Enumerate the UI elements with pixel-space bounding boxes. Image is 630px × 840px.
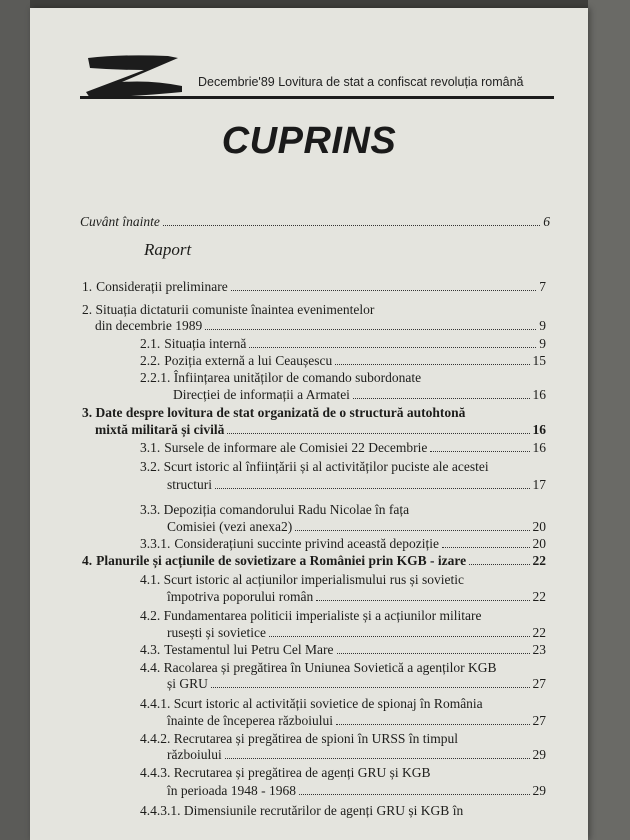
toc-entry-number: 3.2. [140, 459, 161, 474]
toc-entry-label: Fundamentarea politicii imperialiste și a acțiunilor militare [163, 608, 482, 623]
toc-entry-number: 4.4.2. [140, 731, 171, 746]
toc-page-number: 20 [532, 519, 546, 534]
toc-entry-label-cont: războiului [167, 747, 222, 762]
dot-leader [225, 758, 530, 759]
publisher-z-logo [82, 52, 186, 102]
toc-entry[interactable] [167, 713, 546, 729]
toc-page-number: 7 [539, 279, 546, 294]
toc-entry[interactable] [167, 783, 546, 799]
toc-entry[interactable] [80, 214, 550, 230]
toc-entry-number: 4.4. [140, 660, 161, 675]
toc-entry-label-cont: și GRU [167, 676, 208, 691]
dot-leader [215, 488, 530, 489]
toc-entry-number: 4. [82, 553, 93, 568]
toc-entry[interactable] [82, 279, 546, 295]
toc-entry-label: Planurile și acțiunile de sovietizare a României prin KGB - izare [96, 553, 467, 568]
toc-entry-label: Scurt istoric al activității sovietice de spionaj în România [173, 696, 483, 711]
toc-entry-number: 4.3. [140, 642, 161, 657]
toc-entry-label-cont: împotriva poporului român [167, 589, 314, 604]
toc-entry-number: 3.3. [140, 502, 161, 517]
toc-page-number: 16 [532, 387, 546, 402]
toc-entry[interactable] [140, 440, 546, 456]
toc-entry-label: Situația internă [164, 336, 247, 351]
toc-entry-line [140, 731, 458, 747]
toc-entry-number: 4.4.1. [140, 696, 171, 711]
header-rule [80, 96, 554, 99]
toc-entry[interactable] [167, 589, 546, 605]
toc-page-number: 9 [539, 336, 546, 351]
toc-entry[interactable] [167, 747, 546, 763]
toc-page-number: 22 [532, 625, 546, 640]
toc-entry-number: 2. [82, 302, 93, 317]
page-top-edge [30, 0, 588, 8]
toc-entry-line [140, 572, 464, 588]
toc-page-number: 23 [532, 642, 546, 657]
toc-entry-label: Înființarea unităților de comando subordonate [173, 370, 422, 385]
section-heading: Raport [144, 240, 192, 259]
toc-entry-line [140, 765, 431, 781]
dot-leader [430, 451, 529, 452]
toc-entry-label-cont: mixtă militară și civilă [95, 422, 225, 437]
toc-entry-label-cont: structuri [167, 477, 212, 492]
dot-leader [249, 347, 536, 348]
toc-entry-label-cont: din decembrie 1989 [95, 318, 203, 333]
toc-entry-number: 1. [82, 279, 93, 294]
toc-page-number: 29 [532, 747, 546, 762]
toc-entry-line [140, 608, 482, 624]
dot-leader [335, 364, 529, 365]
toc-entry-number: 3. [82, 405, 93, 420]
dot-leader [211, 687, 530, 688]
toc-entry-line [140, 459, 489, 475]
toc-entry-number: 4.2. [140, 608, 161, 623]
toc-entry-label: Recrutarea și pregătirea de spioni în URSS în timpul [173, 731, 458, 746]
toc-entry-line[interactable] [140, 803, 463, 819]
toc-page-number: 16 [532, 422, 546, 437]
toc-entry-number: 3.3.1. [140, 536, 171, 551]
toc-entry[interactable] [167, 477, 546, 493]
toc-entry-number: 4.1. [140, 572, 161, 587]
toc-page-number: 9 [539, 318, 546, 333]
toc-entry-line [140, 696, 483, 712]
dot-leader [442, 547, 529, 548]
toc-entry[interactable] [95, 422, 546, 438]
toc-entry-label: Cuvânt înainte [80, 214, 160, 229]
toc-entry-label-cont: Comisiei (vezi anexa2) [167, 519, 293, 534]
toc-entry-label: Date despre lovitura de stat organizată de o structură autohtonă [95, 405, 466, 420]
toc-entry-label-cont: înainte de începerea războiului [167, 713, 334, 728]
toc-entry-number: 2.1. [140, 336, 161, 351]
dot-leader [316, 600, 529, 601]
toc-page-number: 29 [532, 783, 546, 798]
toc-entry-line [140, 370, 421, 386]
toc-entry-number: 3.1. [140, 440, 161, 455]
toc-entry[interactable] [167, 676, 546, 692]
toc-entry[interactable] [82, 553, 546, 569]
dot-leader [231, 290, 537, 291]
page-title: CUPRINS [221, 120, 397, 162]
toc-entry-label: Considerații preliminare [96, 279, 228, 294]
dot-leader [295, 530, 529, 531]
toc-entry-label: Sursele de informare ale Comisiei 22 Decembrie [164, 440, 428, 455]
toc-entry[interactable] [140, 642, 546, 658]
toc-entry-label: Recrutarea și pregătirea de agenți GRU și KGB [173, 765, 431, 780]
toc-entry-label-cont: în perioada 1948 - 1968 [167, 783, 296, 798]
dot-leader [469, 564, 529, 565]
dot-leader [337, 653, 530, 654]
toc-entry-label: Situația dictaturii comuniste înaintea evenimentelor [95, 302, 375, 317]
running-title: Decembrie'89 Lovitura de stat a confiscat revoluția română [198, 75, 524, 89]
toc-entry-label-cont: Direcției de informații a Armatei [173, 387, 350, 402]
toc-entry[interactable] [140, 536, 546, 552]
toc-page-number: 22 [532, 553, 546, 568]
toc-entry-label-cont: rusești și sovietice [167, 625, 266, 640]
dot-leader [205, 329, 536, 330]
dot-leader [269, 636, 530, 637]
toc-entry[interactable] [140, 336, 546, 352]
toc-page-number: 17 [532, 477, 546, 492]
toc-entry-number: 2.2. [140, 353, 161, 368]
toc-page-number: 27 [532, 713, 546, 728]
toc-entry-label: Dimensiunile recrutărilor de agenți GRU și KGB în [183, 803, 464, 818]
toc-page-number: 16 [532, 440, 546, 455]
toc-entry-line [140, 502, 409, 518]
toc-page-number: 15 [532, 353, 546, 368]
toc-entry[interactable] [167, 519, 546, 535]
toc-entry[interactable] [167, 625, 546, 641]
toc-entry-number: 4.4.3. [140, 765, 171, 780]
toc-entry[interactable] [140, 353, 546, 369]
dot-leader [353, 398, 530, 399]
toc-entry-number: 2.2.1. [140, 370, 171, 385]
toc-entry-label: Scurt istoric al acțiunilor imperialismului rus și sovietic [163, 572, 464, 587]
dot-leader [299, 794, 530, 795]
toc-entry-line [140, 660, 497, 676]
toc-entry-label: Considerațiuni succinte privind această depoziție [174, 536, 440, 551]
toc-page-number: 22 [532, 589, 546, 604]
dot-leader [336, 724, 529, 725]
toc-page-number: 6 [543, 214, 550, 229]
dot-leader [163, 225, 540, 226]
toc-page-number: 20 [532, 536, 546, 551]
dot-leader [227, 433, 529, 434]
adjacent-page-edge [588, 0, 630, 840]
toc-entry[interactable] [173, 387, 546, 403]
toc-entry-line [82, 405, 465, 421]
toc-entry-label: Testamentul lui Petru Cel Mare [164, 642, 334, 657]
book-page [30, 8, 588, 840]
toc-entry-number: 4.4.3.1. [140, 803, 181, 818]
toc-page-number: 27 [532, 676, 546, 691]
toc-entry-label: Poziția externă a lui Ceaușescu [164, 353, 333, 368]
toc-entry[interactable] [95, 318, 546, 334]
toc-entry-line [82, 302, 374, 318]
toc-entry-label: Racolarea și pregătirea în Uniunea Sovietică a agenților KGB [163, 660, 497, 675]
toc-entry-label: Scurt istoric al înființării și al activităților puciste ale acestei [163, 459, 489, 474]
toc-entry-label: Depoziția comandorului Radu Nicolae în fața [163, 502, 410, 517]
